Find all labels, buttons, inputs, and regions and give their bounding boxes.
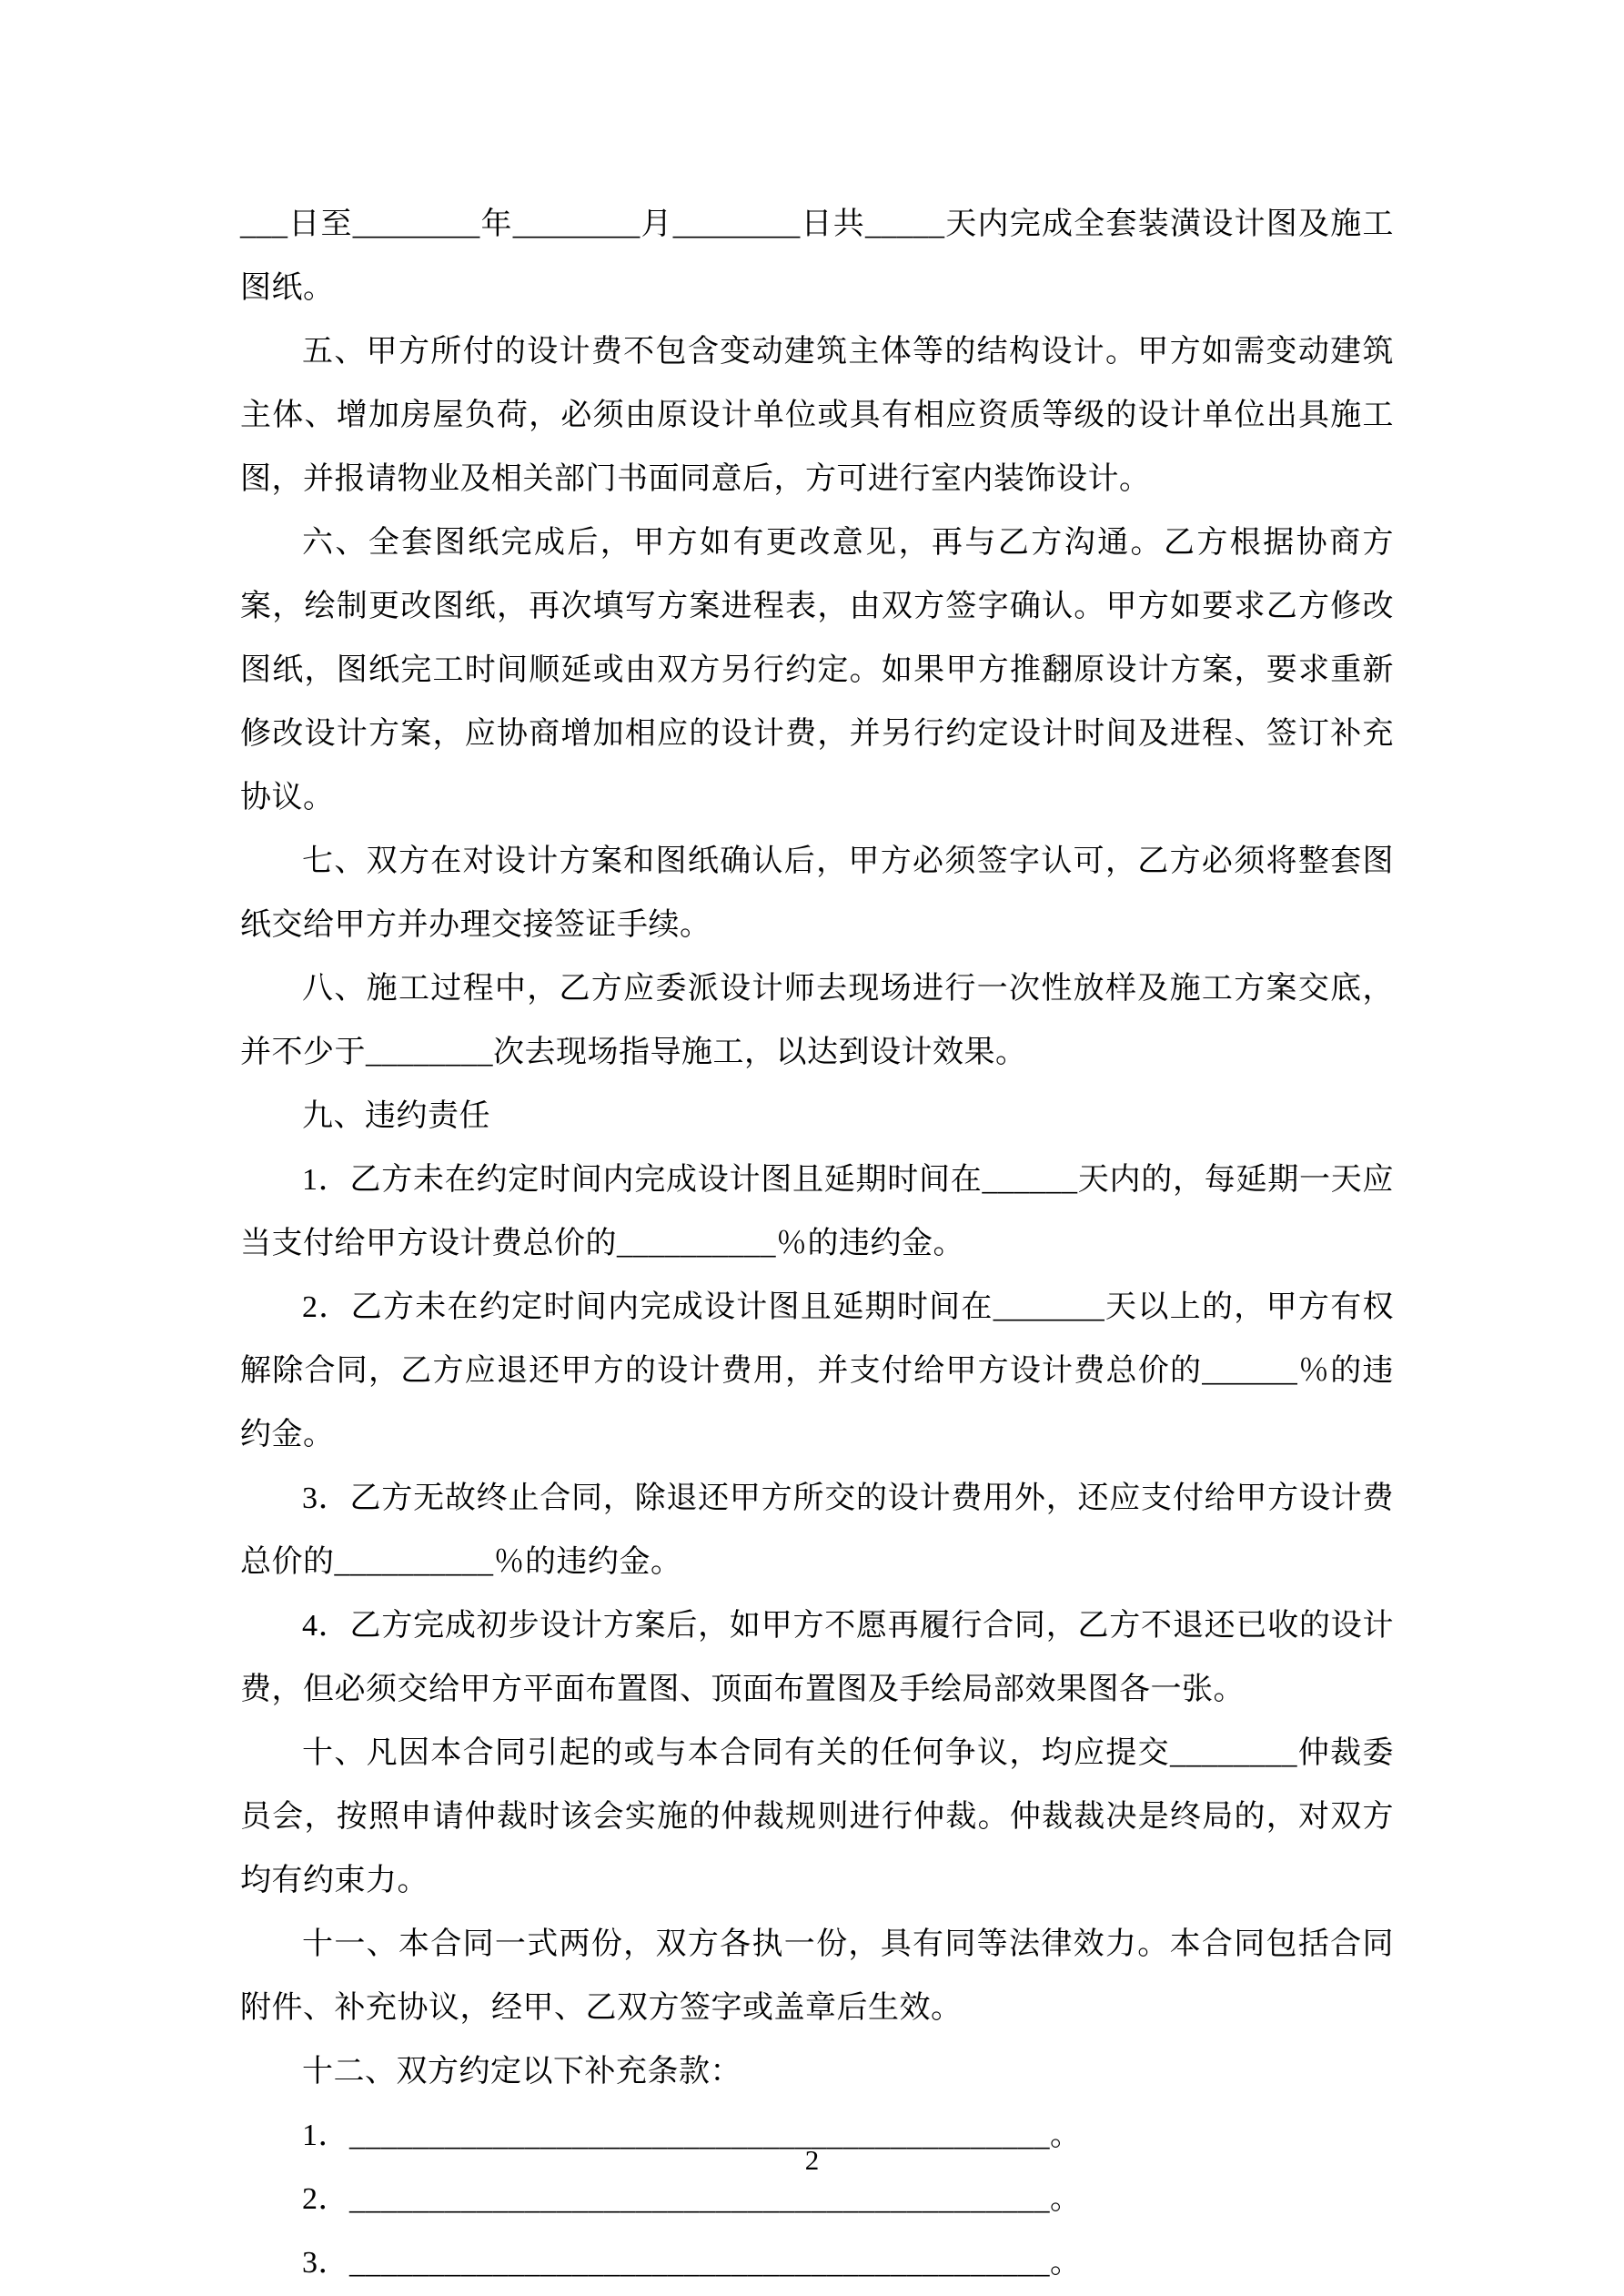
clause-continuation-line: ___日至________年________月________日共_____天内完成全套装潢设计图及施工图纸。 [240, 207, 1394, 305]
clause-9-heading: 九、违约责任 [302, 1099, 490, 1133]
clause-8: 八、施工过程中，乙方应委派设计师去现场进行一次性放样及施工方案交底，并不少于________次去现场指导施工，以达到设计效果。 [240, 972, 1394, 1069]
clause-11: 十一、本合同一式两份，双方各执一份，具有同等法律效力。本合同包括合同附件、补充协议，经甲、乙双方签字或盖章后生效。 [240, 1927, 1394, 2025]
page-footer [0, 2142, 1624, 2179]
clause-10: 十、凡因本合同引起的或与本合同有关的任何争议，均应提交________仲裁委员会，按照申请仲裁时该会实施的仲裁规则进行仲裁。仲裁裁决是终局的，对双方均有约束力。 [240, 1736, 1394, 1897]
clause-7: 七、双方在对设计方案和图纸确认后，甲方必须签字认可，乙方必须将整套图纸交给甲方并办理交接签证手续。 [240, 845, 1394, 942]
clause-6: 六、全套图纸完成后，甲方如有更改意见，再与乙方沟通。乙方根据协商方案，绘制更改图纸，再次填写方案进程表，由双方签字确认。甲方如要求乙方修改图纸，图纸完工时间顺延或由双方另行约定。如果甲方推翻原设计方案，要求重新修改设计方案，应协商增加相应的设计费，并另行约定设计时间及进程、签订补充协议。 [240, 526, 1394, 814]
supplement-blank-line-2: 2．____________________________________________。 [302, 2182, 1082, 2216]
supplement-blank-line-3: 3．____________________________________________。 [302, 2246, 1082, 2280]
page-number: 2 [804, 2144, 820, 2176]
clause-9-item-1: 1．乙方未在约定时间内完成设计图且延期时间在______天内的，每延期一天应当支付给甲方设计费总价的__________％的违约金。 [240, 1163, 1394, 1260]
contract-body [240, 193, 1394, 2295]
clause-9-item-4: 4．乙方完成初步设计方案后，如甲方不愿再履行合同，乙方不退还已收的设计费，但必须交给甲方平面布置图、顶面布置图及手绘局部效果图各一张。 [240, 1609, 1394, 1706]
clause-12: 十二、双方约定以下补充条款： [302, 2055, 741, 2089]
clause-5: 五、甲方所付的设计费不包含变动建筑主体等的结构设计。甲方如需变动建筑主体、增加房屋负荷，必须由原设计单位或具有相应资质等级的设计单位出具施工图，并报请物业及相关部门书面同意后，方可进行室内装饰设计。 [240, 335, 1394, 496]
clause-9-item-3: 3．乙方无故终止合同，除退还甲方所交的设计费用外，还应支付给甲方设计费总价的__________％的违约金。 [240, 1482, 1394, 1579]
clause-9-item-2: 2．乙方未在约定时间内完成设计图且延期时间在_______天以上的，甲方有权解除合同，乙方应退还甲方的设计费用，并支付给甲方设计费总价的______％的违约金。 [240, 1290, 1394, 1451]
supplement-blank-line-1: 1．____________________________________________。 [302, 2119, 1082, 2152]
